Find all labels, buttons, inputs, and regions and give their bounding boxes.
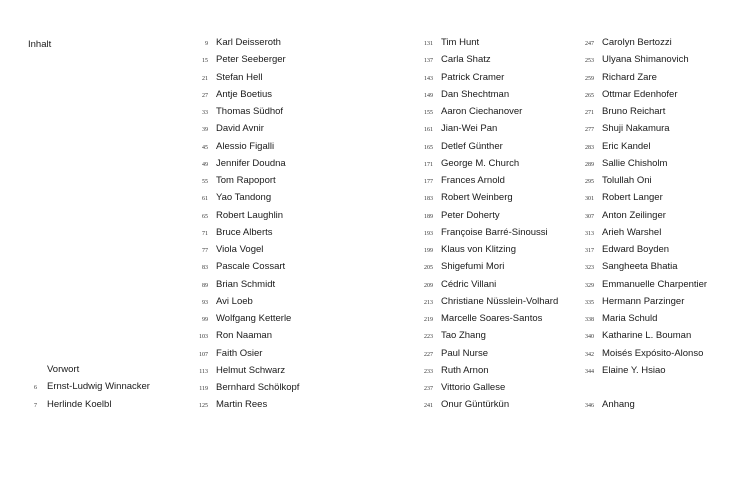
toc-entry-name: Ottmar Edenhofer: [602, 88, 678, 100]
toc-page-number: 283: [585, 144, 594, 151]
toc-entry-name: Antje Boetius: [216, 88, 272, 100]
toc-page-number: 55: [202, 179, 208, 185]
toc-page-number: 323: [585, 265, 594, 272]
toc-entry-name: Ernst-Ludwig Winnacker: [47, 381, 150, 393]
toc-page-number: 344: [585, 368, 594, 375]
toc-entry-name: Robert Weinberg: [441, 192, 513, 204]
toc-page-number: 338: [585, 317, 594, 323]
toc-entry[interactable]: [576, 37, 707, 54]
toc-column-3: [576, 37, 707, 417]
toc-page-number: 119: [199, 386, 208, 392]
toc-page-number: 346: [585, 403, 594, 410]
toc-entry[interactable]: [415, 37, 558, 54]
toc-entry[interactable]: [576, 227, 707, 244]
toc-entry[interactable]: [415, 365, 558, 382]
toc-page-number: 247: [585, 41, 594, 47]
toc-entry[interactable]: [415, 313, 558, 330]
toc-entry-name: Brian Schmidt: [216, 278, 276, 290]
toc-page-number: 295: [585, 179, 594, 185]
toc-page-number: 183: [424, 196, 433, 203]
toc-entry-name: Robert Langer: [602, 192, 663, 204]
toc-entry-name: Vorwort: [47, 364, 80, 375]
toc-entry[interactable]: [190, 158, 299, 175]
toc-entry-name: Dan Shechtman: [441, 88, 510, 100]
toc-page-number: 39: [202, 127, 208, 134]
toc-entry-name: Faith Osier: [216, 347, 263, 359]
toc-page-number: 289: [585, 161, 594, 168]
toc-entry[interactable]: [576, 348, 707, 365]
toc-entry-name: Cédric Villani: [441, 278, 497, 290]
toc-entry-name: Arieh Warshel: [602, 226, 662, 238]
toc-entry-name: Helmut Schwarz: [216, 364, 286, 376]
toc-entry-name: Bruce Alberts: [216, 226, 273, 238]
toc-page-number: 205: [424, 265, 433, 272]
toc-page-number: 301: [585, 196, 594, 203]
toc-page-number: 125: [199, 403, 208, 410]
toc-entry-name: Vittorio Gallese: [441, 382, 506, 393]
toc-page-number: 189: [424, 213, 433, 220]
toc-entry[interactable]: [415, 192, 558, 209]
toc-entry[interactable]: [576, 296, 707, 313]
toc-entry-name: Klaus von Klitzing: [441, 244, 516, 255]
toc-entry-name: Christiane Nüsslein-Volhard: [441, 295, 559, 307]
toc-entry-name: Sallie Chisholm: [602, 157, 668, 169]
toc-page-number: 277: [585, 127, 594, 134]
toc-entry-name: Herlinde Koelbl: [47, 398, 112, 410]
toc-entry[interactable]: [576, 399, 707, 416]
toc-column-1: [190, 37, 299, 417]
toc-entry[interactable]: [415, 89, 558, 106]
toc-page-number: 65: [202, 213, 208, 220]
toc-entry[interactable]: [576, 261, 707, 278]
toc-page-number: 271: [585, 110, 594, 116]
toc-page-number: 213: [424, 299, 433, 306]
toc-page-number: 317: [585, 248, 594, 254]
toc-entry-name: Tao Zhang: [441, 330, 486, 342]
toc-page-number: 9: [205, 41, 208, 47]
toc-entry-name: Viola Vogel: [216, 244, 264, 255]
toc-entry[interactable]: [415, 175, 558, 192]
toc-page-number: 99: [202, 317, 208, 323]
toc-page-number: 61: [202, 196, 208, 203]
toc-entry[interactable]: [415, 399, 558, 416]
toc-entry[interactable]: [415, 210, 558, 227]
toc-entry-name: Shuji Nakamura: [602, 123, 670, 135]
toc-entry[interactable]: [190, 106, 299, 123]
toc-page-number: 33: [202, 110, 208, 116]
toc-page-number: 340: [585, 334, 594, 341]
toc-entry-name: Moisés Expósito-Alonso: [602, 347, 704, 359]
toc-page-number: 7: [34, 402, 37, 409]
toc-entry[interactable]: [576, 244, 707, 261]
toc-page-number: 137: [424, 58, 433, 65]
toc-page-number: 89: [202, 282, 208, 289]
toc-entry-name: Alessio Figalli: [216, 140, 275, 152]
toc-page-number: 155: [424, 110, 433, 116]
toc-page-number: 265: [585, 92, 594, 99]
toc-entry[interactable]: [576, 365, 707, 382]
toc-entry-name: Hermann Parzinger: [602, 295, 685, 307]
toc-page-number: 21: [202, 75, 208, 82]
toc-entry[interactable]: [415, 72, 558, 89]
toc-entry[interactable]: [190, 141, 299, 158]
toc-entry[interactable]: [190, 72, 299, 89]
toc-entry-name: Wolfgang Ketterle: [216, 313, 292, 324]
toc-entry[interactable]: [576, 123, 707, 140]
toc-page-number: 233: [424, 368, 433, 375]
toc-page-number: 227: [424, 351, 433, 358]
toc-entry-name: Carolyn Bertozzi: [602, 37, 672, 48]
toc-entry-name: Anton Zeilinger: [602, 209, 666, 221]
toc-entry-name: Elaine Y. Hsiao: [602, 364, 666, 376]
toc-entry[interactable]: [190, 261, 299, 278]
toc-page-number: 103: [199, 334, 208, 341]
toc-entry[interactable]: [190, 382, 299, 399]
toc-page-number: 335: [585, 299, 594, 306]
toc-entry-name: Katharine L. Bouman: [602, 330, 692, 342]
toc-entry-name: Tolullah Oni: [602, 175, 652, 186]
toc-entry[interactable]: [190, 296, 299, 313]
toc-page-number: 149: [424, 92, 433, 99]
toc-entry[interactable]: [415, 382, 558, 399]
toc-entry[interactable]: [190, 399, 299, 416]
toc-page-number: 193: [424, 230, 433, 237]
toc-page-number: 77: [202, 248, 208, 254]
toc-entry-name: Emmanuelle Charpentier: [602, 278, 708, 290]
toc-page-number: 161: [424, 127, 433, 134]
toc-entry-name: Marcelle Soares-Santos: [441, 313, 543, 324]
toc-page-number: 27: [202, 92, 208, 99]
toc-entry[interactable]: [190, 279, 299, 296]
toc-page-number: 131: [424, 41, 433, 47]
toc-entry-name: Françoise Barré-Sinoussi: [441, 226, 548, 238]
toc-entry-name: Robert Laughlin: [216, 209, 284, 221]
toc-entry-name: Martin Rees: [216, 399, 268, 411]
toc-entry-name: Ulyana Shimanovich: [602, 54, 689, 66]
toc-page-number: 171: [424, 161, 433, 168]
toc-entry-name: Aaron Ciechanover: [441, 106, 523, 117]
toc-page-number: 71: [202, 230, 208, 237]
toc-page-number: 329: [585, 282, 594, 289]
toc-entry[interactable]: [415, 244, 558, 261]
toc-entry-name: Peter Seeberger: [216, 54, 286, 66]
toc-page-number: 241: [424, 403, 433, 410]
toc-entry-name: Tim Hunt: [441, 37, 480, 48]
toc-entry[interactable]: [576, 330, 707, 347]
toc-entry[interactable]: [190, 192, 299, 209]
toc-entry-name: Karl Deisseroth: [216, 37, 281, 48]
toc-entry-name: Shigefumi Mori: [441, 261, 505, 273]
toc-entry-name: Pascale Cossart: [216, 261, 286, 273]
toc-entry[interactable]: [576, 54, 707, 71]
toc-entry[interactable]: [190, 89, 299, 106]
toc-entry-name: Frances Arnold: [441, 175, 505, 186]
toc-entry-name: Richard Zare: [602, 71, 657, 83]
toc-entry-name: Jian-Wei Pan: [441, 123, 498, 135]
toc-entry[interactable]: [576, 141, 707, 158]
toc-entry-name: Ruth Arnon: [441, 364, 489, 376]
toc-entry[interactable]: [26, 381, 150, 398]
toc-page-number: 223: [424, 334, 433, 341]
toc-entry[interactable]: [415, 348, 558, 365]
toc-entry[interactable]: [576, 158, 707, 175]
toc-entry[interactable]: [576, 279, 707, 296]
toc-entry[interactable]: [415, 261, 558, 278]
toc-entry-name: Edward Boyden: [602, 244, 670, 255]
toc-entry[interactable]: [190, 227, 299, 244]
toc-entry[interactable]: [576, 210, 707, 227]
toc-page-number: 313: [585, 230, 594, 237]
toc-page-number: 209: [424, 282, 433, 289]
toc-entry-name: Bernhard Schölkopf: [216, 382, 300, 393]
toc-entry[interactable]: [190, 123, 299, 140]
toc-entry[interactable]: [415, 227, 558, 244]
toc-entry-name: Thomas Südhof: [216, 106, 284, 117]
toc-page-number: 259: [585, 75, 594, 82]
toc-entry-name: Onur Güntürkün: [441, 399, 510, 411]
toc-entry[interactable]: [190, 37, 299, 54]
toc-entry[interactable]: [576, 89, 707, 106]
toc-entry-name: Jennifer Doudna: [216, 157, 286, 169]
toc-heading: Inhalt: [28, 39, 52, 50]
toc-page-number: 6: [34, 385, 37, 392]
toc-page-number: 45: [202, 144, 208, 151]
toc-entry-name: Yao Tandong: [216, 192, 272, 204]
toc-entry[interactable]: [415, 279, 558, 296]
toc-entry[interactable]: [576, 192, 707, 209]
toc-page-number: 307: [585, 213, 594, 220]
toc-entry[interactable]: [415, 106, 558, 123]
toc-entry-name: Sangheeta Bhatia: [602, 261, 678, 273]
toc-page-number: 342: [585, 351, 594, 358]
toc-page-number: 93: [202, 299, 208, 306]
toc-entry[interactable]: [190, 210, 299, 227]
toc-page-number: 219: [424, 317, 433, 323]
toc-entry[interactable]: [190, 313, 299, 330]
toc-entry-name: Maria Schuld: [602, 313, 658, 324]
toc-entry[interactable]: [26, 364, 150, 381]
toc-page-number: 237: [424, 386, 433, 392]
toc-page-number: 113: [199, 368, 208, 375]
toc-entry-name: Bruno Reichart: [602, 106, 666, 117]
toc-page-number: 199: [424, 248, 433, 254]
toc-entry[interactable]: [576, 313, 707, 330]
toc-entry-name: Paul Nurse: [441, 347, 488, 359]
toc-entry[interactable]: [190, 244, 299, 261]
toc-entry[interactable]: [190, 175, 299, 192]
toc-entry[interactable]: [190, 365, 299, 382]
toc-entry[interactable]: [415, 141, 558, 158]
toc-page-number: 83: [202, 265, 208, 272]
toc-entry[interactable]: [190, 348, 299, 365]
toc-entry-name: George M. Church: [441, 157, 520, 169]
toc-page-number: 177: [424, 179, 433, 185]
toc-entry[interactable]: [26, 399, 150, 416]
toc-entry-name: Eric Kandel: [602, 140, 651, 152]
toc-entry-name: Detlef Günther: [441, 140, 503, 152]
toc-column-2: [415, 37, 558, 417]
toc-page-number: 253: [585, 58, 594, 65]
toc-entry[interactable]: [190, 330, 299, 347]
toc-entry[interactable]: [576, 106, 707, 123]
toc-entry[interactable]: [576, 175, 707, 192]
toc-entry-name: Avi Loeb: [216, 295, 253, 307]
toc-entry[interactable]: [415, 123, 558, 140]
toc-entry[interactable]: [576, 382, 707, 399]
toc-column-front: [26, 364, 150, 416]
toc-entry-name: Peter Doherty: [441, 209, 500, 221]
toc-entry[interactable]: [415, 330, 558, 347]
toc-entry-name: Tom Rapoport: [216, 175, 276, 186]
toc-page-number: 107: [199, 351, 208, 358]
toc-page-number: 143: [424, 75, 433, 82]
toc-entry-name: Ron Naaman: [216, 330, 272, 342]
toc-entry-name: Patrick Cramer: [441, 71, 505, 83]
toc-entry-name: Stefan Hell: [216, 71, 263, 83]
toc-entry[interactable]: [415, 296, 558, 313]
toc-page-number: 15: [202, 58, 208, 65]
toc-page-number: 165: [424, 144, 433, 151]
toc-page-number: 49: [202, 161, 208, 168]
toc-entry-name: David Avnir: [216, 123, 264, 135]
toc-entry[interactable]: [576, 72, 707, 89]
toc-entry-name: Anhang: [602, 399, 635, 411]
toc-entry[interactable]: [190, 54, 299, 71]
toc-entry[interactable]: [415, 54, 558, 71]
toc-entry-name: Carla Shatz: [441, 54, 491, 66]
toc-entry[interactable]: [415, 158, 558, 175]
